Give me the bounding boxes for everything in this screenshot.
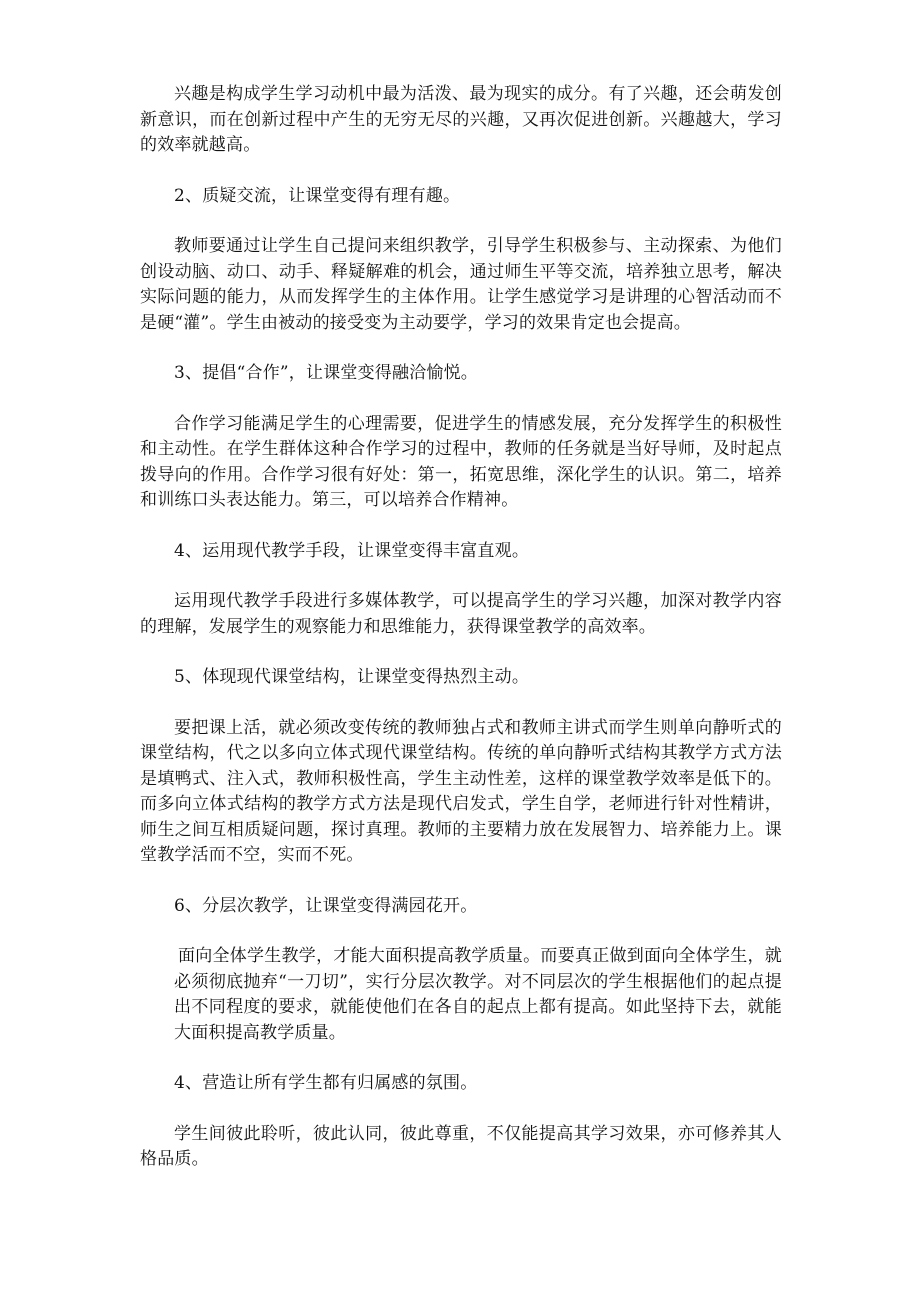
paragraph-belonging-atmosphere: 学生间彼此聆听，彼此认同，彼此尊重，不仅能提高其学习效果，亦可修养其人格品质。 — [140, 1123, 782, 1169]
heading-modern-teaching-means: 4、运用现代教学手段，让课堂变得丰富直观。 — [174, 540, 530, 561]
heading-cooperation: 3、提倡“合作”，让课堂变得融洽愉悦。 — [174, 363, 478, 383]
heading-modern-classroom-structure: 5、体现现代课堂结构，让课堂变得热烈主动。 — [174, 667, 530, 687]
heading-belonging-atmosphere: 4、营造让所有学生都有归属感的氛围。 — [174, 1073, 478, 1093]
document-body — [140, 82, 782, 1173]
paragraph-cooperation: 合作学习能满足学生的心理需要，促进学生的情感发展，充分发挥学生的积极性和主动性。在学生群体这种合作学习的过程中，教师的任务就是当好导师，及时起点拨导向的作用。合作学习很有好处：第一，拓宽思维，深化学生的认识。第二，培养和训练口头表达能力。第三，可以培养合作精神。 — [140, 413, 782, 510]
paragraph-layered-teaching: 面向全体学生教学，才能大面积提高教学质量。而要真正做到面向全体学生，就必须彻底抛弃“一刀切”，实行分层次教学。对不同层次的学生根据他们的起点提出不同程度的要求，就能使他们在各自的起点上都有提高。如此坚持下去，就能大面积提高教学质量。 — [174, 946, 782, 1043]
paragraph-modern-classroom-structure: 要把课上活，就必须改变传统的教师独占式和教师主讲式而学生则单向静听式的课堂结构，代之以多向立体式现代课堂结构。传统的单向静听式结构其教学方式方法是填鸭式、注入式，教师积极性高，学生主动性差，这样的课堂教学效率是低下的。而多向立体式结构的教学方式方法是现代启发式，学生自学，老师进行针对性精讲，师生之间互相质疑问题，探讨真理。教师的主要精力放在发展智力、培养能力上。课堂教学活而不空，实而不死。 — [140, 717, 782, 865]
paragraph-interest: 兴趣是构成学生学习动机中最为活泼、最为现实的成分。有了兴趣，还会萌发创新意识，而在创新过程中产生的无穷无尽的兴趣，又再次促进创新。兴趣越大，学习的效率就越高。 — [140, 84, 782, 155]
heading-layered-teaching: 6、分层次教学，让课堂变得满园花开。 — [174, 895, 478, 916]
paragraph-questioning-exchange: 教师要通过让学生自己提问来组织教学，引导学生积极参与、主动探索、为他们创设动脑、动口、动手、释疑解难的机会，通过师生平等交流，培养独立思考，解决实际问题的能力，从而发挥学生的主体作用。让学生感觉学习是讲理的心智活动而不是硬“灌”。学生由被动的接受变为主动要学，学习的效果肯定也会提高。 — [140, 236, 782, 333]
heading-questioning-exchange: 2、质疑交流，让课堂变得有理有趣。 — [174, 185, 461, 206]
paragraph-modern-teaching-means: 运用现代教学手段进行多媒体教学，可以提高学生的学习兴趣，加深对教学内容的理解，发展学生的观察能力和思维能力，获得课堂教学的高效率。 — [140, 591, 782, 637]
